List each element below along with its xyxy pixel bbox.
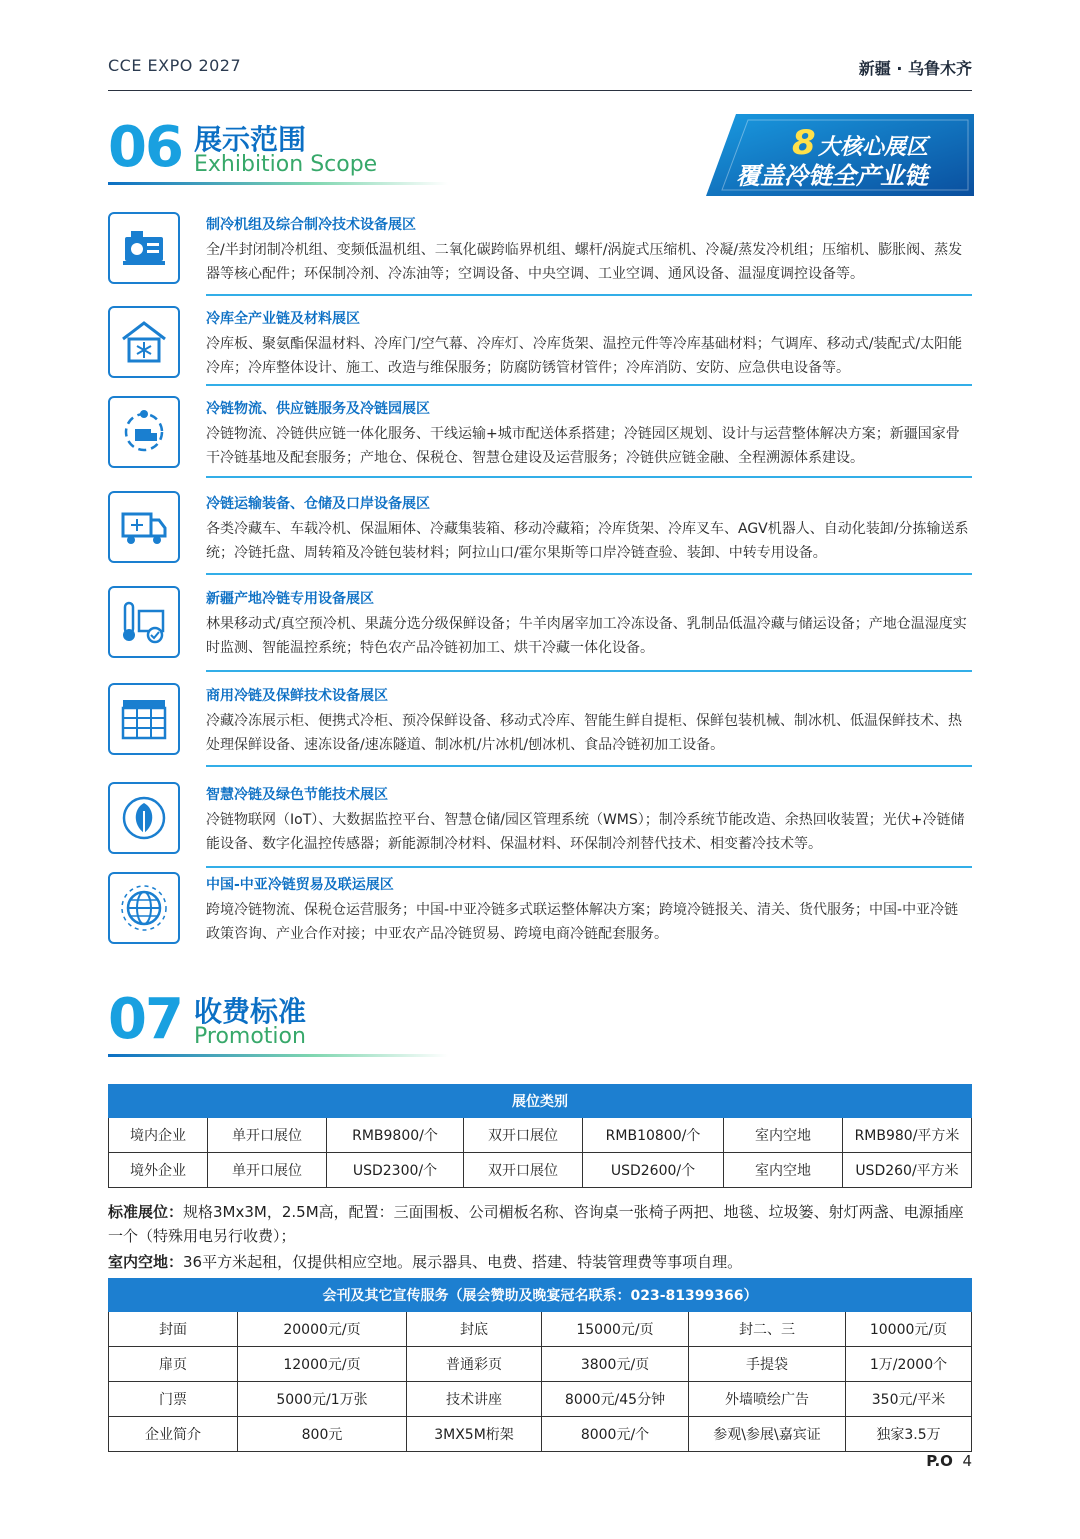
section-06-underline	[108, 182, 448, 185]
standard-booth-note	[108, 1200, 972, 1248]
category-china-central-asia	[108, 872, 972, 952]
table-row	[109, 1118, 972, 1153]
table-cell: 参观\参展\嘉宾证	[689, 1417, 846, 1452]
category-title: 中国-中亚冷链贸易及联运展区	[206, 877, 394, 893]
category-title: 智慧冷链及绿色节能技术展区	[206, 787, 388, 803]
table-cell: 3800元/页	[542, 1347, 689, 1382]
cold-storage-icon	[108, 306, 180, 378]
table-cell: 普通彩页	[407, 1347, 542, 1382]
table-cell: 境内企业	[109, 1118, 208, 1153]
header-left: CCE EXPO 2027	[108, 56, 242, 75]
promotion-price-table	[108, 1278, 972, 1452]
globe-icon	[108, 872, 180, 944]
category-title: 冷链运输装备、仓储及口岸设备展区	[206, 496, 430, 512]
table-cell: 独家3.5万	[846, 1417, 972, 1452]
category-description: 冷库板、聚氨酯保温材料、冷库门/空气幕、冷库灯、冷库货架、温控元件等冷库基础材料；气调库、移动式/装配式/太阳能冷库；冷库整体设计、施工、改造与维保服务；防腐防锈管材管件；冷库消防、安防、应急供电设备等。	[206, 336, 963, 376]
table-cell: 手提袋	[689, 1347, 846, 1382]
page-number	[926, 1452, 972, 1470]
table-cell: 封底	[407, 1312, 542, 1347]
section-07-title: 收费标准	[194, 995, 307, 1028]
header-divider	[108, 90, 972, 91]
page-number-value: 4	[962, 1452, 972, 1470]
table-cell: 境外企业	[109, 1153, 208, 1188]
category-logistics	[108, 396, 972, 476]
table-cell: 350元/平米	[846, 1382, 972, 1417]
category-description: 冷链物流、冷链供应链一体化服务、干线运输+城市配送体系搭建；冷链园区规划、设计与运营整体解决方案；新疆国家骨干冷链基地及配套服务；产地仓、保税仓、智慧仓建设及运营服务；冷链供应链金融、全程溯源体系建设。	[206, 426, 960, 466]
table-row	[109, 1417, 972, 1452]
category-smart-green	[108, 782, 972, 862]
category-title: 冷链物流、供应链服务及冷链园展区	[206, 401, 430, 417]
table-row	[109, 1153, 972, 1188]
booth-price-table	[108, 1084, 972, 1188]
table-cell: 封二、三	[689, 1312, 846, 1347]
green-energy-leaf-icon	[108, 782, 180, 854]
table-cell: 企业简介	[109, 1417, 238, 1452]
category-title: 新疆产地冷链专用设备展区	[206, 591, 374, 607]
table-row	[109, 1312, 972, 1347]
table-cell: 10000元/页	[846, 1312, 972, 1347]
table-cell: USD2600/个	[583, 1153, 724, 1188]
section-07-underline	[108, 1054, 448, 1057]
table-row	[109, 1382, 972, 1417]
category-title: 制冷机组及综合制冷技术设备展区	[206, 217, 416, 233]
table-cell: 3MX5M桁架	[407, 1417, 542, 1452]
table-cell: 15000元/页	[542, 1312, 689, 1347]
table-cell: RMB980/平方米	[843, 1118, 972, 1153]
indoor-space-text: 36平方米起租，仅提供相应空地。展示器具、电费、搭建、特装管理费等事项自理。	[183, 1253, 743, 1271]
category-cold-storage	[108, 306, 972, 386]
table-cell: 封面	[109, 1312, 238, 1347]
category-description: 各类冷藏车、车载冷机、保温厢体、冷藏集装箱、移动冷藏箱；冷库货架、冷库叉车、AGV机器人、自动化装卸/分拣输送系统；冷链托盘、周转箱及冷链包装材料；阿拉山口/霍尔果斯等口岸冷链查验、装卸、中转专用设备。	[206, 521, 969, 561]
table-cell: 双开口展位	[464, 1153, 583, 1188]
section-06-subtitle: Exhibition Scope	[194, 152, 378, 177]
category-transport-equipment	[108, 491, 972, 571]
table-cell: 单开口展位	[208, 1153, 327, 1188]
table-cell: 室内空地	[724, 1118, 843, 1153]
table-cell: 8000元/45分钟	[542, 1382, 689, 1417]
table-cell: 8000元/个	[542, 1417, 689, 1452]
table-cell: 室内空地	[724, 1153, 843, 1188]
thermometer-package-icon	[108, 586, 180, 658]
table-cell: 外墙喷绘广告	[689, 1382, 846, 1417]
banner-line2: 覆盖冷链全产业链	[736, 162, 928, 190]
table-cell: RMB10800/个	[583, 1118, 724, 1153]
table-cell: USD2300/个	[327, 1153, 464, 1188]
logistics-icon	[108, 396, 180, 468]
table-cell: 800元	[238, 1417, 407, 1452]
category-description: 冷链物联网（IoT）、大数据监控平台、智慧仓储/园区管理系统（WMS）；制冷系统节能改造、余热回收装置；光伏+冷链储能设备、数字化温控传感器；新能源制冷材料、保温材料、环保制冷剂替代技术、相变蓄冷技术等。	[206, 812, 965, 852]
category-title: 冷库全产业链及材料展区	[206, 311, 360, 327]
table-cell: 1万/2000个	[846, 1347, 972, 1382]
section-07-number: 07	[108, 987, 182, 1052]
core-zones-banner	[706, 114, 974, 196]
table-cell: RMB9800/个	[327, 1118, 464, 1153]
header-right: 新疆 · 乌鲁木齐	[858, 59, 972, 78]
category-description: 全/半封闭制冷机组、变频低温机组、二氧化碳跨临界机组、螺杆/涡旋式压缩机、冷凝/蒸发冷机组；压缩机、膨胀阀、蒸发器等核心配件；环保制冷剂、冷冻油等；空调设备、中央空调、工业空调、通风设备、温湿度调控设备等。	[206, 242, 963, 282]
display-cabinet-icon	[108, 683, 180, 755]
table-cell: 门票	[109, 1382, 238, 1417]
table-cell: 双开口展位	[464, 1118, 583, 1153]
standard-booth-text: 规格3Mx3M，2.5M高，配置：三面围板、公司楣板名称、咨询桌一张椅子两把、地毯、垃圾篓、射灯两盏、电源插座一个（特殊用电另行收费）；	[108, 1203, 964, 1245]
table-row	[109, 1347, 972, 1382]
category-xinjiang-equipment	[108, 586, 972, 666]
table-cell: 技术讲座	[407, 1382, 542, 1417]
category-commercial-cold-chain	[108, 683, 972, 763]
category-description: 林果移动式/真空预冷机、果蔬分选分级保鲜设备；牛羊肉屠宰加工冷冻设备、乳制品低温冷藏与储运设备；产地仓温湿度实时监测、智能温控系统；特色农产品冷链初加工、烘干冷藏一体化设备。	[206, 616, 967, 656]
banner-line1: 大核心展区	[818, 135, 929, 160]
table-cell: 扉页	[109, 1347, 238, 1382]
section-07-subtitle: Promotion	[194, 1024, 306, 1049]
table-cell: USD260/平方米	[843, 1153, 972, 1188]
banner-number: 8	[792, 123, 816, 163]
booth-table-header: 展位类别	[109, 1085, 972, 1118]
category-description: 冷藏冷冻展示柜、便携式冷柜、预冷保鲜设备、移动式冷库、智能生鲜自提柜、保鲜包装机械、制冰机、低温保鲜技术、热处理保鲜设备、速冻设备/速冻隧道、制冰机/片冰机/刨冰机、食品冷链初加工设备。	[206, 713, 962, 753]
indoor-space-label: 室内空地：	[108, 1253, 184, 1271]
category-title: 商用冷链及保鲜技术设备展区	[206, 688, 388, 704]
table-cell: 20000元/页	[238, 1312, 407, 1347]
indoor-space-note	[108, 1250, 972, 1274]
category-refrigeration-units	[108, 212, 972, 292]
page-label: P.O	[926, 1452, 953, 1470]
category-description: 跨境冷链物流、保税仓运营服务；中国-中亚冷链多式联运整体解决方案；跨境冷链报关、清关、货代服务；中国-中亚冷链政策咨询、产业合作对接；中亚农产品冷链贸易、跨境电商冷链配套服务。	[206, 902, 959, 942]
table-cell: 单开口展位	[208, 1118, 327, 1153]
section-06-title: 展示范围	[194, 123, 307, 156]
section-06-number: 06	[108, 115, 182, 180]
refrigerated-truck-icon	[108, 491, 180, 563]
refrigeration-unit-icon	[108, 212, 180, 284]
table-cell: 12000元/页	[238, 1347, 407, 1382]
promo-table-header: 会刊及其它宣传服务（展会赞助及晚宴冠名联系：023-81399366）	[109, 1279, 972, 1312]
standard-booth-label: 标准展位：	[108, 1203, 184, 1221]
table-cell: 5000元/1万张	[238, 1382, 407, 1417]
